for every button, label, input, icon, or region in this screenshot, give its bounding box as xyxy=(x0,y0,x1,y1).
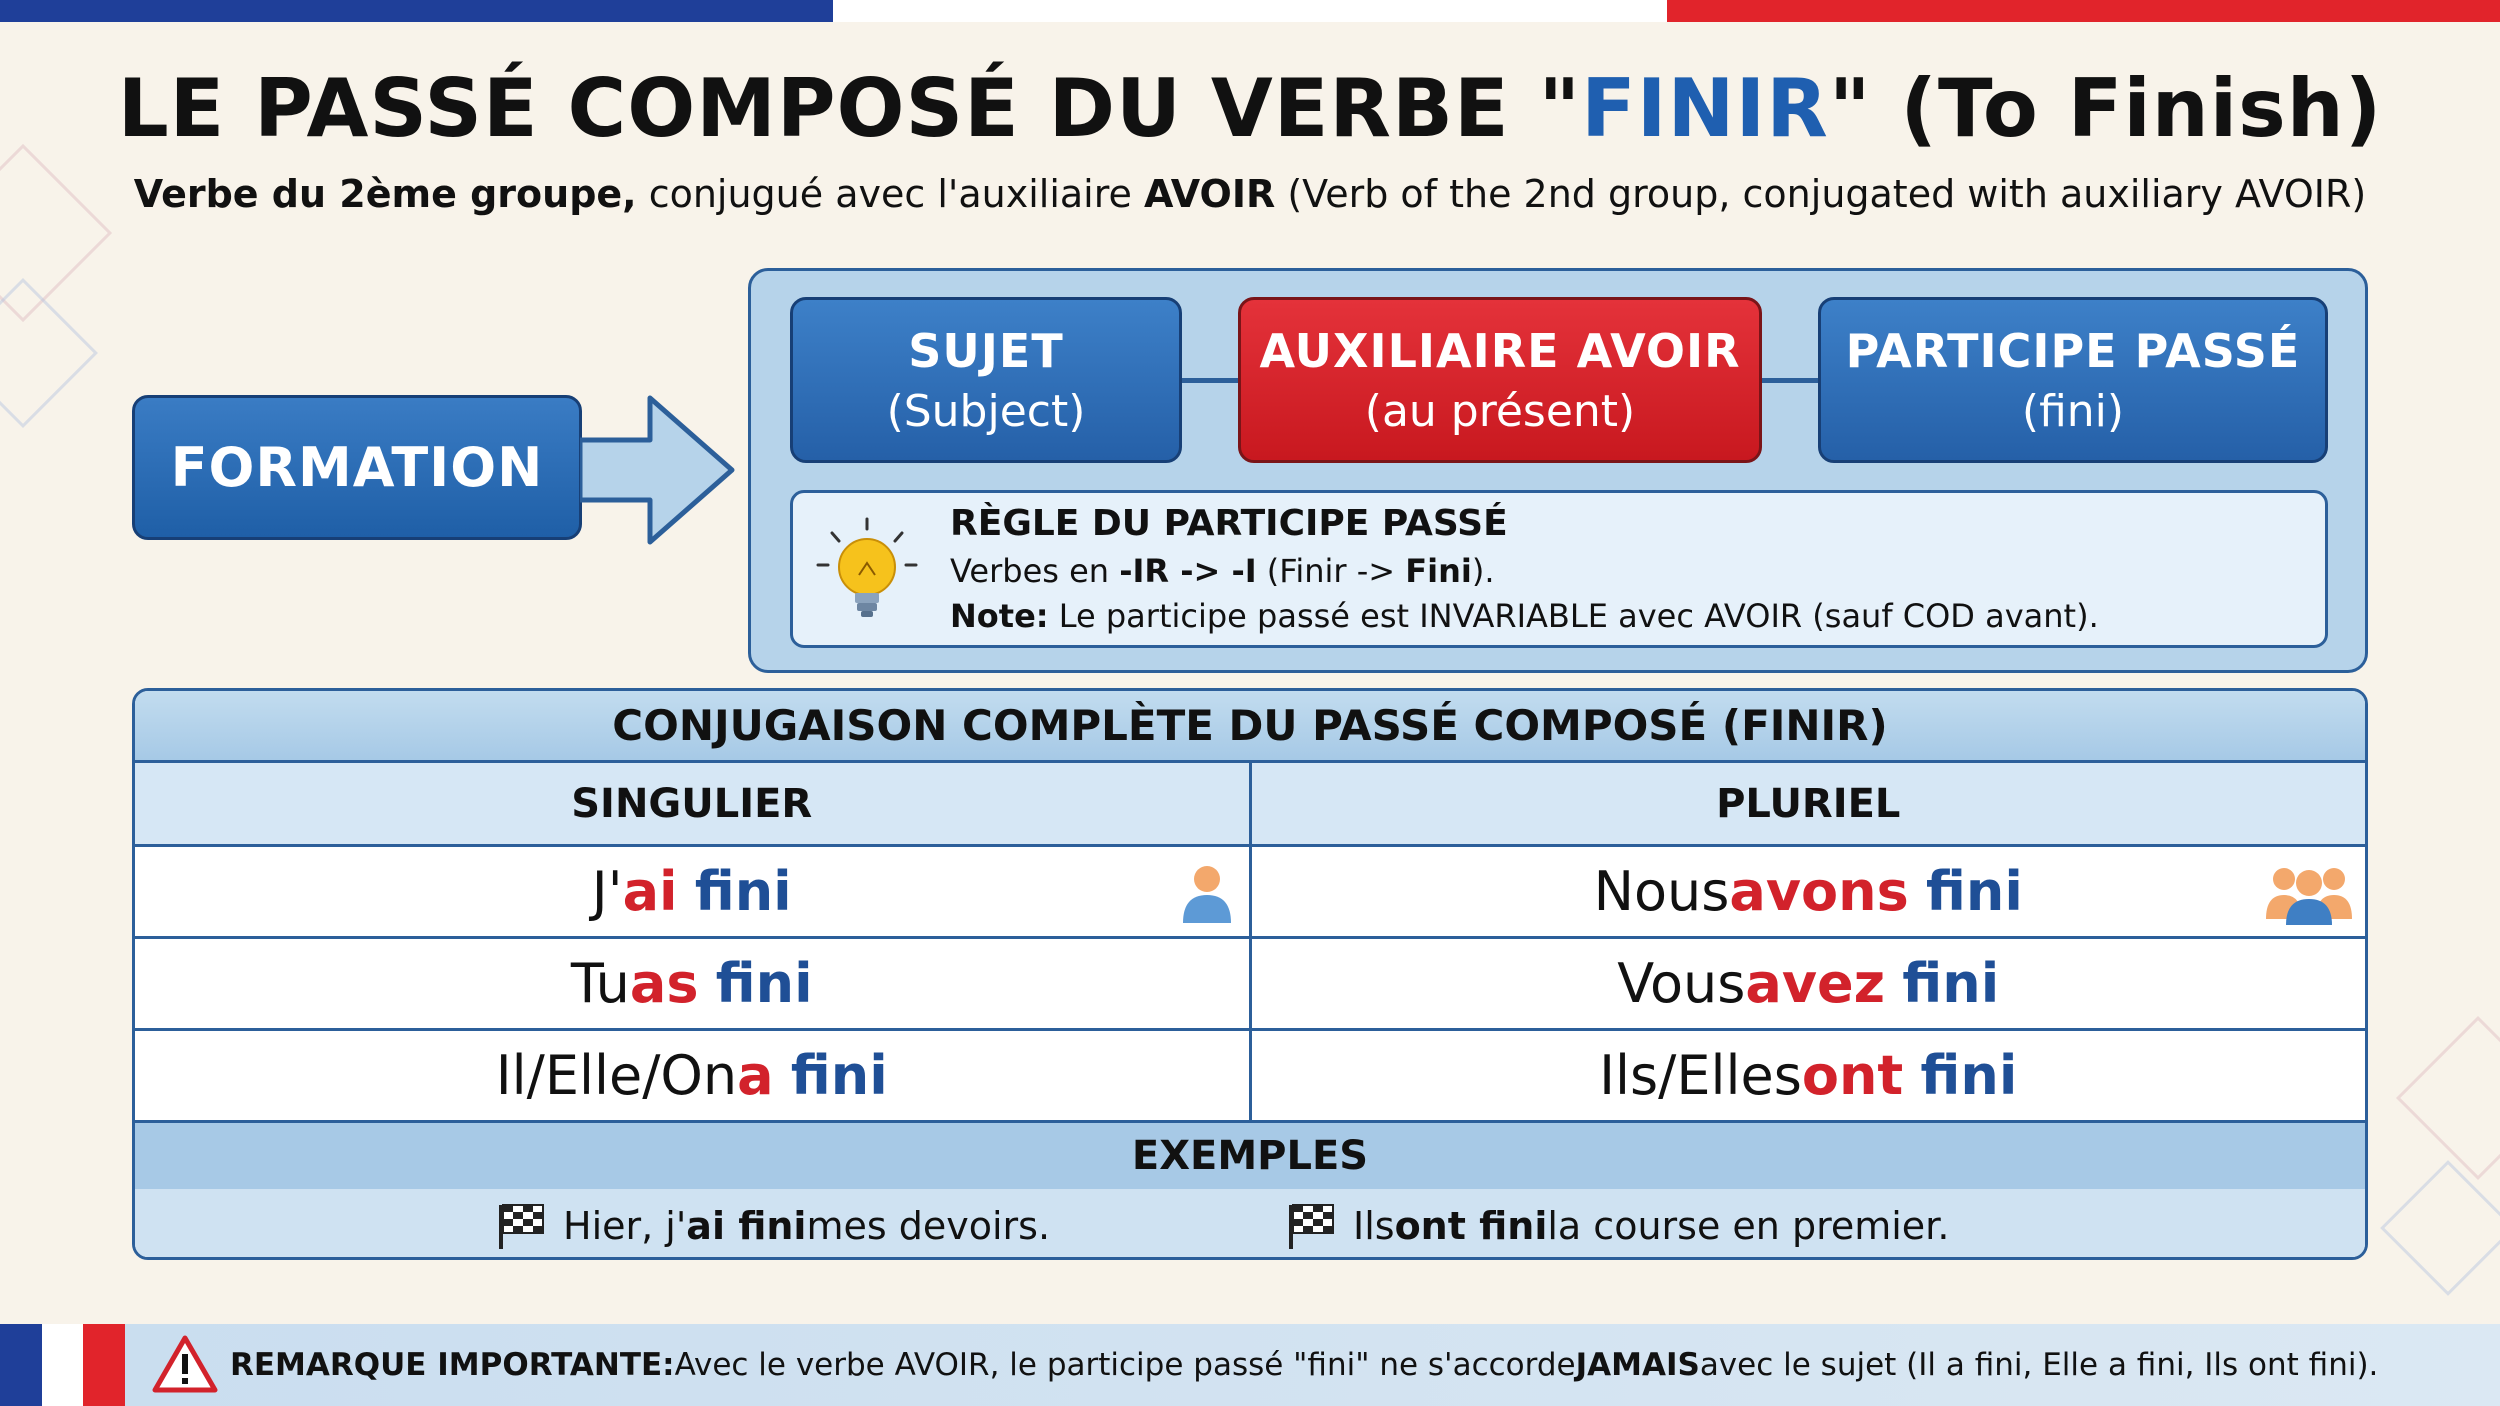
column-headers xyxy=(135,763,2365,847)
group-icon xyxy=(2264,861,2354,925)
mini-french-flag xyxy=(0,1324,125,1406)
flag-blue-stripe xyxy=(0,0,833,22)
singular-cell: J' ai fini xyxy=(135,847,1252,936)
auxiliary-box: AUXILIAIRE AVOIR (au présent) xyxy=(1238,297,1762,463)
right-arrow-icon xyxy=(580,390,740,550)
table-row xyxy=(135,847,2365,939)
singular-cell: Il/Elle/On a fini xyxy=(135,1031,1252,1120)
checkered-flag-icon xyxy=(1285,1201,1339,1251)
examples-header: EXEMPLES xyxy=(135,1123,2365,1189)
table-row xyxy=(135,1031,2365,1123)
rule-line-1: Verbes en -IR -> -I (Finir -> Fini). xyxy=(950,552,1495,590)
formation-connector xyxy=(1760,378,1820,383)
past-participle-box: PARTICIPE PASSÉ (fini) xyxy=(1818,297,2328,463)
example-1: Hier, j' ai fini mes devoirs. xyxy=(495,1189,1050,1260)
person-icon xyxy=(1175,861,1239,925)
page-subtitle: Verbe du 2ème groupe, conjugué avec l'auxiliaire AVOIR (Verb of the 2nd group, conjugated with auxiliary AVOIR) xyxy=(133,172,2367,216)
examples-row xyxy=(135,1189,2365,1260)
warning-icon xyxy=(152,1334,218,1394)
remark-text: REMARQUE IMPORTANTE: Avec le verbe AVOIR, le participe passé "fini" ne s'accorde JAMAIS avec le sujet (Il a fini, Elle a fini, Ils ont fini). xyxy=(230,1347,2379,1383)
singular-header: SINGULIER xyxy=(135,763,1252,844)
plural-cell: Nous avons fini xyxy=(1252,847,2366,936)
conjugation-table xyxy=(132,688,2368,1260)
example-2: Ils ont fini la course en premier. xyxy=(1285,1189,1949,1260)
plural-cell: Ils/Elles ont fini xyxy=(1599,1044,2018,1107)
plural-cell: Vous avez fini xyxy=(1617,952,2000,1015)
french-flag-bar xyxy=(0,0,2500,22)
subject-box: SUJET (Subject) xyxy=(790,297,1182,463)
page-title: LE PASSÉ COMPOSÉ DU VERBE "FINIR" (To Finish) xyxy=(117,62,2383,155)
formation-label: FORMATION xyxy=(132,395,582,540)
lightbulb-icon xyxy=(812,515,922,630)
decor-diamond xyxy=(0,278,98,428)
plural-header: PLURIEL xyxy=(1716,780,1901,827)
formation-connector xyxy=(1180,378,1240,383)
flag-red-stripe xyxy=(1667,0,2500,22)
decor-diamond xyxy=(2380,1160,2500,1296)
rule-line-2: Note: Le participe passé est INVARIABLE avec AVOIR (sauf COD avant). xyxy=(950,597,2099,635)
conjugation-title: CONJUGAISON COMPLÈTE DU PASSÉ COMPOSÉ (FINIR) xyxy=(135,691,2365,763)
singular-cell: Tu as fini xyxy=(135,939,1252,1028)
checkered-flag-icon xyxy=(495,1201,549,1251)
decor-diamond xyxy=(2396,1016,2500,1180)
flag-white-stripe xyxy=(833,0,1666,22)
table-row xyxy=(135,939,2365,1031)
rule-title: RÈGLE DU PARTICIPE PASSÉ xyxy=(950,503,1508,544)
title-verb: FINIR xyxy=(1581,62,1829,155)
